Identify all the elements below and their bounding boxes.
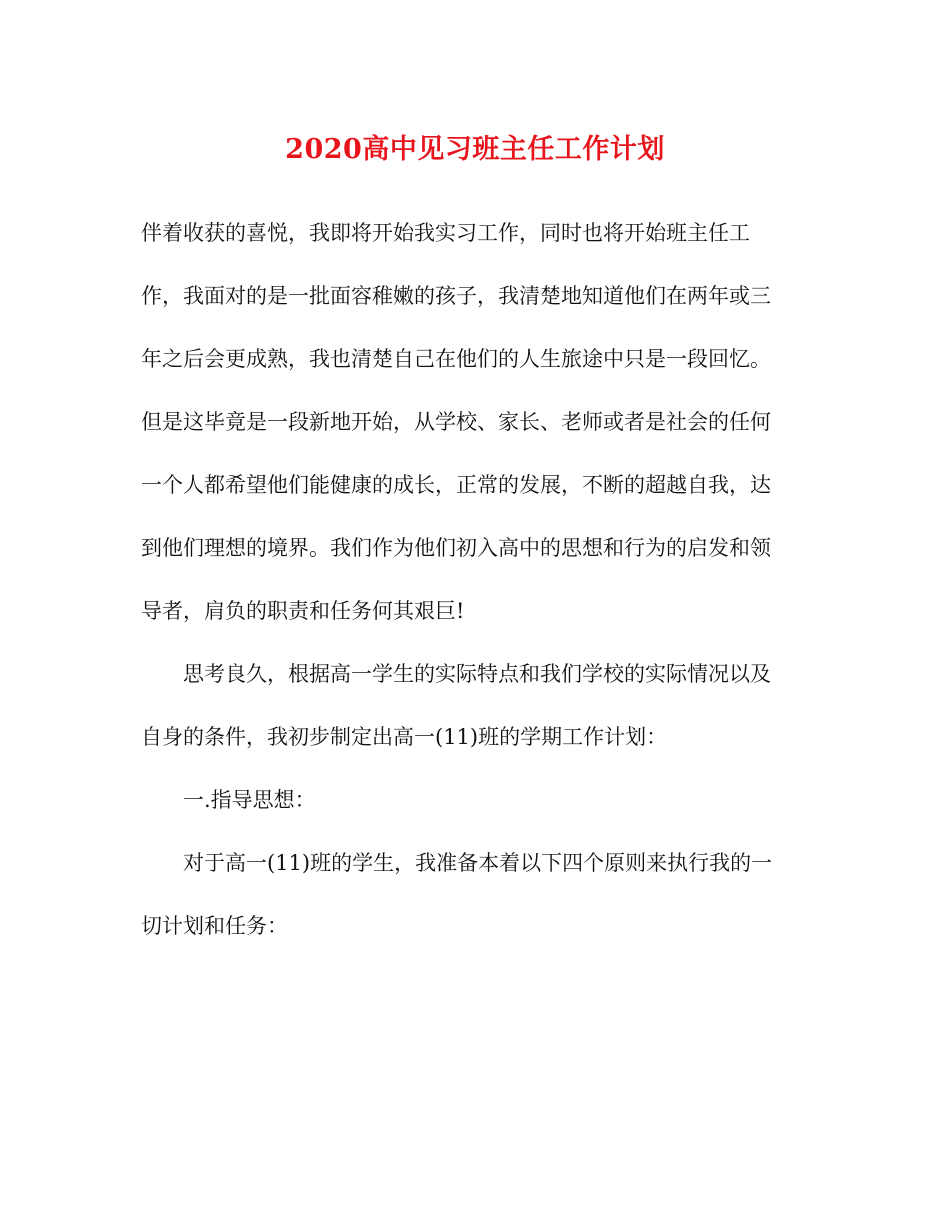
document-body [141, 202, 811, 958]
body-line-3: 年之后会更成熟，我也清楚自己在他们的人生旅途中只是一段回忆。 [141, 347, 771, 371]
body-line-8: 思考良久，根据高一学生的实际特点和我们学校的实际情况以及 [183, 662, 771, 686]
body-line-7: 导者，肩负的职责和任务何其艰巨! [141, 599, 465, 623]
body-line-12: 切计划和任务： [141, 914, 288, 938]
body-line-4: 但是这毕竟是一段新地开始，从学校、家长、老师或者是社会的任何 [141, 410, 771, 434]
document-title: 2020高中见习班主任工作计划 [285, 134, 665, 165]
body-line-5: 一个人都希望他们能健康的成长，正常的发展，不断的超越自我，达 [141, 473, 771, 497]
body-line-1: 伴着收获的喜悦，我即将开始我实习工作，同时也将开始班主任工 [141, 221, 750, 245]
body-line-2: 作，我面对的是一批面容稚嫩的孩子，我清楚地知道他们在两年或三 [141, 284, 771, 308]
body-line-11: 对于高一(11)班的学生，我准备本着以下四个原则来执行我的一 [183, 851, 773, 875]
body-line-9: 自身的条件，我初步制定出高一(11)班的学期工作计划： [141, 725, 668, 749]
body-line-6: 到他们理想的境界。我们作为他们初入高中的思想和行为的启发和领 [141, 536, 771, 560]
section-heading: 一.指导思想： [183, 788, 316, 812]
